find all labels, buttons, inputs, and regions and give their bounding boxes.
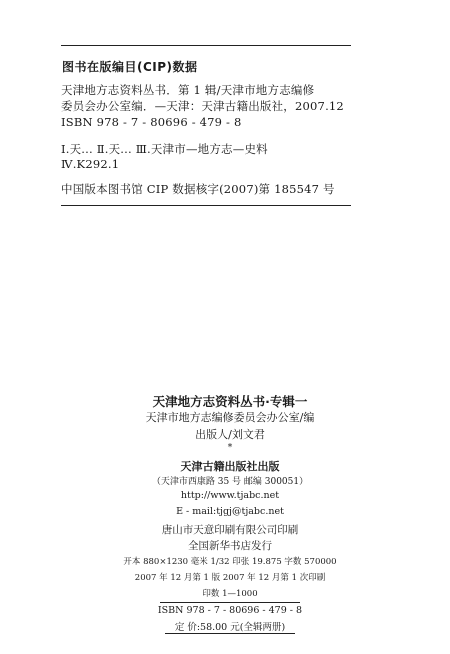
- imprint-isbn: ISBN 978 - 7 - 80696 - 479 - 8: [157, 605, 303, 616]
- cip-line-1: 天津地方志资料丛书．第 1 辑/天津市地方志编修: [61, 83, 315, 97]
- print-run: 印数 1—1000: [202, 589, 258, 599]
- cip-isbn: ISBN 978 - 7 - 80696 - 479 - 8: [61, 115, 242, 129]
- separator-dot: *: [227, 443, 233, 453]
- publisher-address: （天津市西康路 35 号 邮编 300051）: [151, 477, 309, 487]
- cip-line-2: 委员会办公室编．—天津：天津古籍出版社，2007.12: [61, 99, 344, 113]
- price-bottom-rule: [165, 633, 295, 634]
- publisher-url: http://www.tjabc.net: [180, 490, 280, 501]
- isbn-top-rule: [160, 602, 300, 603]
- price: 定 价:58.00 元(全辑两册): [174, 622, 286, 633]
- editor-credit: 天津市地方志编修委员会办公室/编: [145, 411, 315, 424]
- cip-class-number: Ⅳ.K292.1: [61, 157, 120, 171]
- printer: 唐山市天意印刷有限公司印刷: [161, 524, 299, 536]
- book-title: 天津地方志资料丛书·专辑一: [152, 394, 308, 409]
- cip-classification: Ⅰ.天... Ⅱ.天... Ⅲ.天津市—地方志—史料: [61, 142, 268, 156]
- cip-bottom-rule: [61, 205, 351, 206]
- distributor: 全国新华书店发行: [188, 540, 272, 552]
- publisher-email: E - mail:tjgj@tjabc.net: [176, 506, 284, 517]
- cip-top-rule: [61, 45, 351, 46]
- book-specs: 开本 880×1230 毫米 1/32 印张 19.875 字数 570000: [123, 557, 337, 567]
- cip-record-number: 中国版本图书馆 CIP 数据核字(2007)第 185547 号: [61, 182, 335, 196]
- publisher-person: 出版人/刘文君: [195, 428, 265, 441]
- publisher-name: 天津古籍出版社出版: [180, 460, 280, 473]
- cip-title: 图书在版编目(CIP)数据: [62, 60, 198, 74]
- edition-info: 2007 年 12 月第 1 版 2007 年 12 月第 1 次印刷: [134, 573, 326, 583]
